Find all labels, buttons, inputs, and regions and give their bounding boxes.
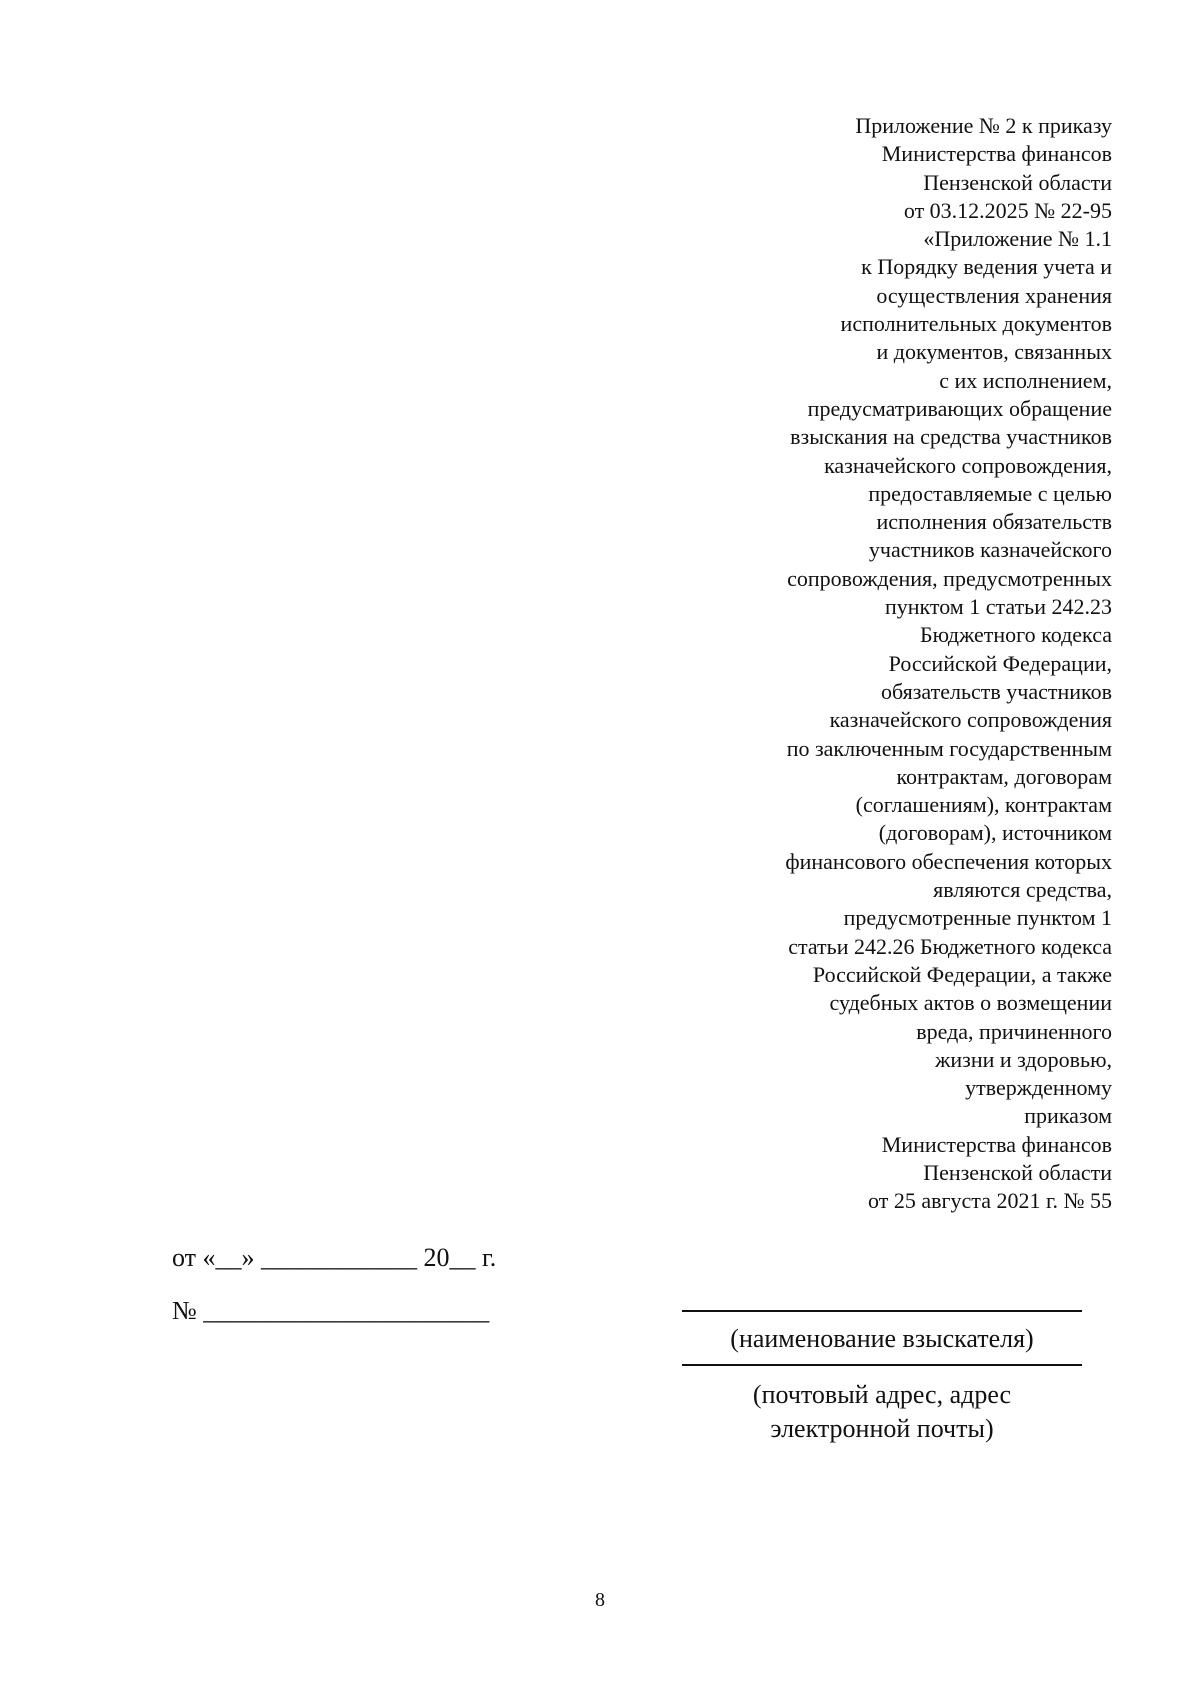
header-line: осуществления хранения [876, 282, 1112, 308]
header-line: от 03.12.2025 № 22-95 [903, 197, 1112, 223]
header-line: Пензенской области [923, 169, 1112, 195]
document-number-line: № ______________________ [172, 1296, 490, 1325]
header-line: и документов, связанных [876, 339, 1112, 365]
recipient-name-rule [682, 1310, 1082, 1312]
header-line: предусмотренные пунктом 1 [843, 905, 1112, 931]
header-line: Приложение № 2 к приказу [855, 113, 1112, 138]
header-line: взыскания на средства участников [790, 424, 1112, 450]
header-line: Российской Федерации, а также [812, 961, 1112, 987]
recipient-address-caption-line1: (почтовый адрес, адрес [752, 1380, 1012, 1409]
header-line: предоставляемые с целью [868, 480, 1112, 506]
header-line: к Порядку ведения учета и [861, 254, 1112, 280]
header-line: Российской Федерации, [888, 650, 1112, 676]
header-line: утвержденному [965, 1075, 1112, 1101]
header-line: исполнительных документов [840, 311, 1112, 337]
header-line: финансового обеспечения которых [785, 848, 1112, 874]
header-line: (договорам), источником [878, 820, 1112, 846]
header-line: пунктом 1 статьи 242.23 [884, 594, 1112, 620]
recipient-address-rule [682, 1364, 1082, 1366]
header-line: казначейского сопровождения, [824, 452, 1112, 478]
header-line: Министерства финансов [881, 1131, 1112, 1157]
recipient-address-caption-line2: электронной почты) [770, 1414, 994, 1443]
header-line: участников казначейского [868, 537, 1112, 563]
recipient-block [682, 1300, 1082, 1446]
header-line: являются средства, [933, 877, 1112, 903]
header-line: от 25 августа 2021 г. № 55 [868, 1188, 1112, 1214]
header-line: Пензенской области [923, 1159, 1112, 1185]
header-line: приказом [1024, 1103, 1112, 1129]
header-line: контрактам, договорам [896, 763, 1112, 789]
page-number: 8 [595, 1589, 605, 1611]
header-line: обязательств участников [880, 678, 1112, 704]
header-line: вреда, причиненного [916, 1018, 1112, 1044]
header-line: по заключенным государственным [786, 735, 1112, 761]
document-date-line: от «__» ____________ 20__ г. [172, 1243, 497, 1272]
appendix-header-block [552, 112, 1112, 1216]
header-line: исполнения обязательств [876, 509, 1112, 535]
header-line: предусматривающих обращение [807, 395, 1112, 421]
header-line: жизни и здоровью, [935, 1046, 1112, 1072]
header-line: (соглашениям), контрактам [855, 792, 1112, 818]
header-line: Бюджетного кодекса [919, 622, 1112, 648]
header-line: судебных актов о возмещении [829, 990, 1112, 1016]
header-line: Министерства финансов [881, 141, 1112, 167]
header-line: сопровождения, предусмотренных [787, 565, 1112, 591]
recipient-name-caption: (наименование взыскателя) [730, 1324, 1034, 1353]
header-line: с их исполнением, [939, 367, 1112, 393]
header-line: статьи 242.26 Бюджетного кодекса [788, 933, 1112, 959]
header-line: «Приложение № 1.1 [923, 226, 1112, 252]
header-line: казначейского сопровождения [829, 707, 1112, 733]
